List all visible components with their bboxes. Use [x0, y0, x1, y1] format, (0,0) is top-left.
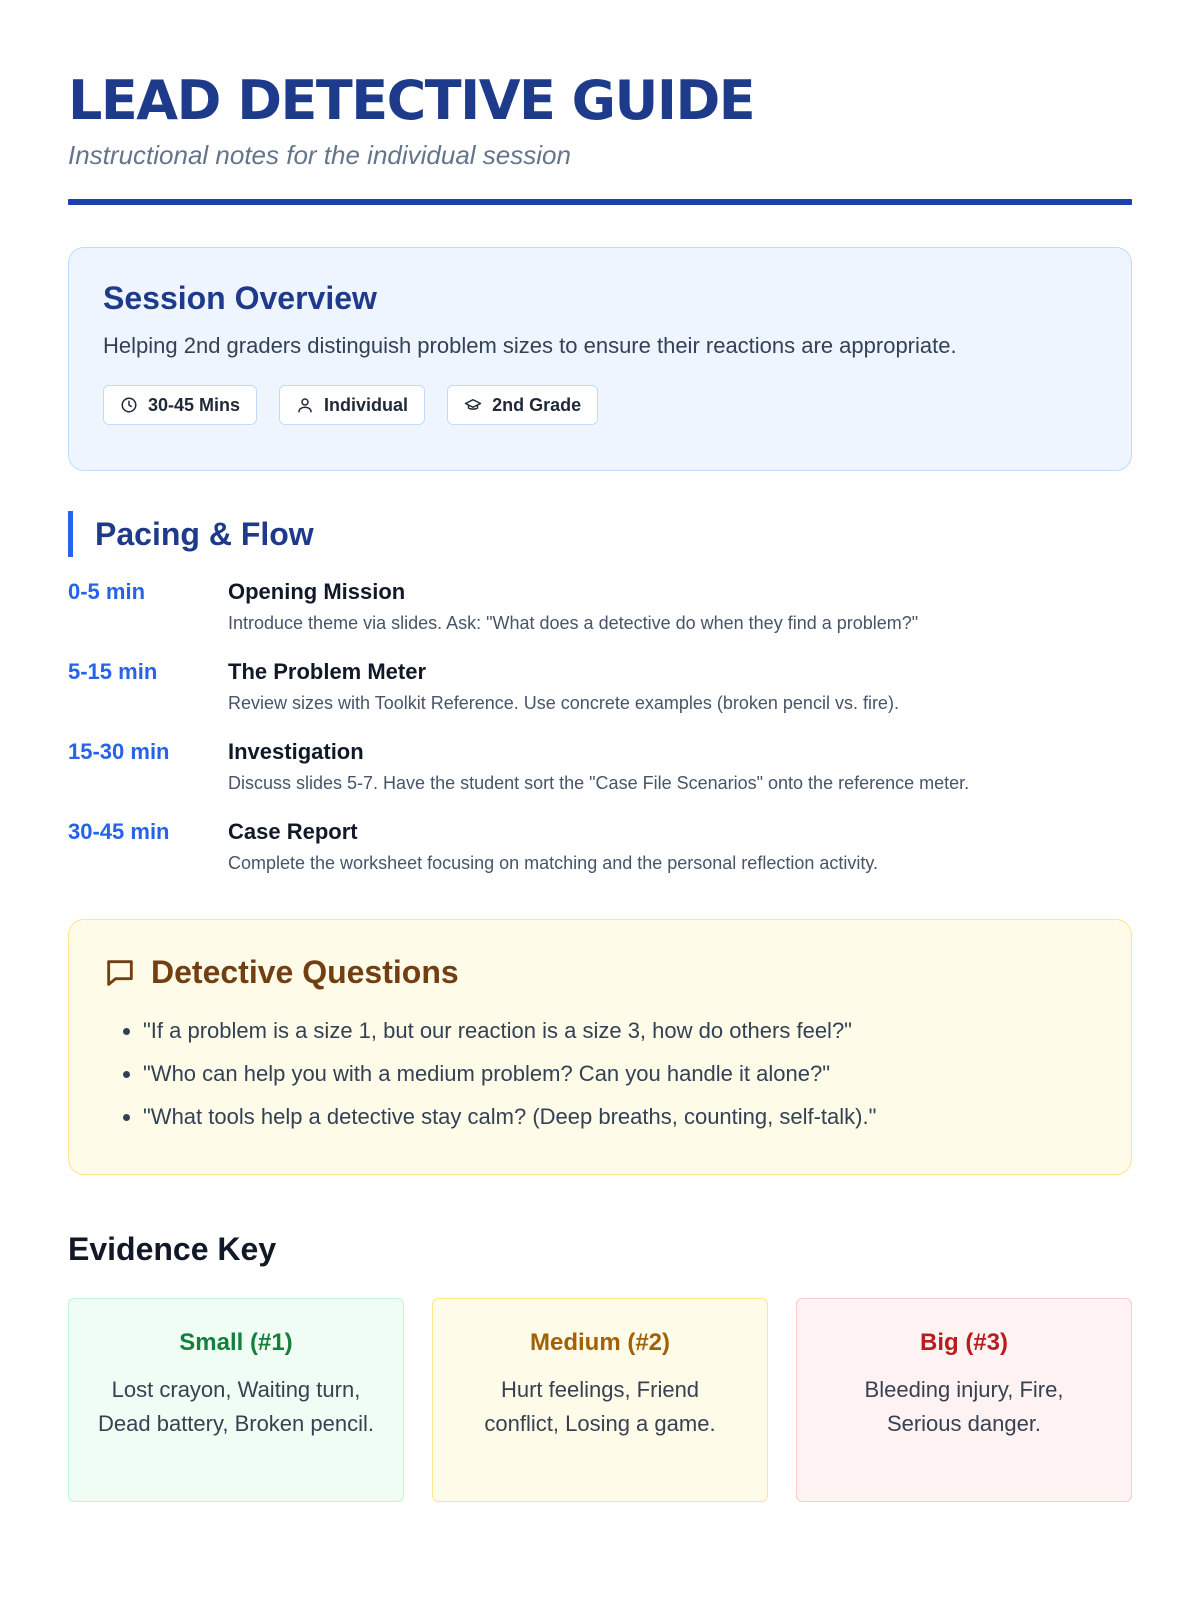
step-title: Opening Mission — [228, 579, 406, 604]
duration-tag — [103, 385, 257, 425]
evidence-card-text: Lost crayon, Waiting turn, Dead battery, Broken pencil. — [98, 1377, 374, 1436]
questions-title: Detective Questions — [151, 954, 459, 990]
grade-tag — [447, 385, 598, 425]
evidence-card-big — [796, 1298, 1132, 1502]
step-time: 0-5 min — [68, 579, 146, 604]
pacing-timeline — [68, 579, 1132, 899]
evidence-card-text: Bleeding injury, Fire, Serious danger. — [864, 1377, 1064, 1436]
pacing-heading: Pacing & Flow — [68, 511, 1132, 557]
step-title: Investigation — [228, 739, 364, 764]
user-icon — [296, 396, 314, 414]
evidence-card-title: Small (#1) — [179, 1329, 293, 1356]
format-tag — [279, 385, 425, 425]
format-tag-label: Individual — [324, 394, 409, 415]
questions-list — [103, 1009, 1097, 1138]
overview-title: Session Overview — [103, 280, 377, 316]
duration-tag-label: 30-45 Mins — [148, 394, 241, 415]
step-description: Complete the worksheet focusing on matching and the personal reflection activity. — [228, 853, 879, 873]
header-divider — [68, 199, 1132, 205]
question-item: • "Who can help you with a medium problem? Can you handle it alone?" — [143, 1052, 1097, 1095]
evidence-card-text: Hurt feelings, Friend conflict, Losing a game. — [484, 1377, 716, 1436]
step-time: 30-45 min — [68, 819, 170, 844]
page-subtitle: Instructional notes for the individual session — [68, 140, 571, 170]
session-overview-card — [68, 247, 1132, 471]
clock-icon — [120, 396, 138, 414]
evidence-card-small — [68, 1298, 404, 1502]
grade-tag-label: 2nd Grade — [492, 394, 582, 415]
step-description: Introduce theme via slides. Ask: "What does a detective do when they find a problem?" — [228, 613, 919, 633]
questions-heading — [103, 954, 1097, 991]
timeline-row — [68, 579, 1132, 659]
page-title: LEAD DETECTIVE GUIDE — [68, 69, 755, 132]
evidence-card-title: Big (#3) — [919, 1329, 1008, 1356]
step-time: 5-15 min — [68, 659, 158, 684]
step-time: 15-30 min — [68, 739, 170, 764]
step-description: Discuss slides 5-7. Have the student sort the "Case File Scenarios" onto the reference meter. — [228, 773, 970, 793]
detective-questions-card — [68, 919, 1132, 1175]
step-title: Case Report — [228, 819, 358, 844]
question-item: • "If a problem is a size 1, but our reaction is a size 3, how do others feel?" — [143, 1009, 1097, 1052]
step-description: Review sizes with Toolkit Reference. Use concrete examples (broken pencil vs. fire). — [228, 693, 899, 713]
timeline-row — [68, 739, 1132, 819]
timeline-row — [68, 659, 1132, 739]
overview-description: Helping 2nd graders distinguish problem sizes to ensure their reactions are appropriate. — [103, 333, 957, 358]
question-item: • "What tools help a detective stay calm? (Deep breaths, counting, self-talk)." — [143, 1095, 1097, 1138]
evidence-heading: Evidence Key — [68, 1231, 277, 1267]
session-tags — [103, 385, 1097, 425]
timeline-row — [68, 819, 1132, 899]
evidence-card-title: Medium (#2) — [529, 1329, 670, 1356]
step-title: The Problem Meter — [228, 659, 427, 684]
chat-bubble-icon — [103, 956, 137, 990]
graduation-cap-icon — [464, 396, 482, 414]
evidence-card-medium — [432, 1298, 768, 1502]
evidence-cards — [68, 1298, 1132, 1502]
